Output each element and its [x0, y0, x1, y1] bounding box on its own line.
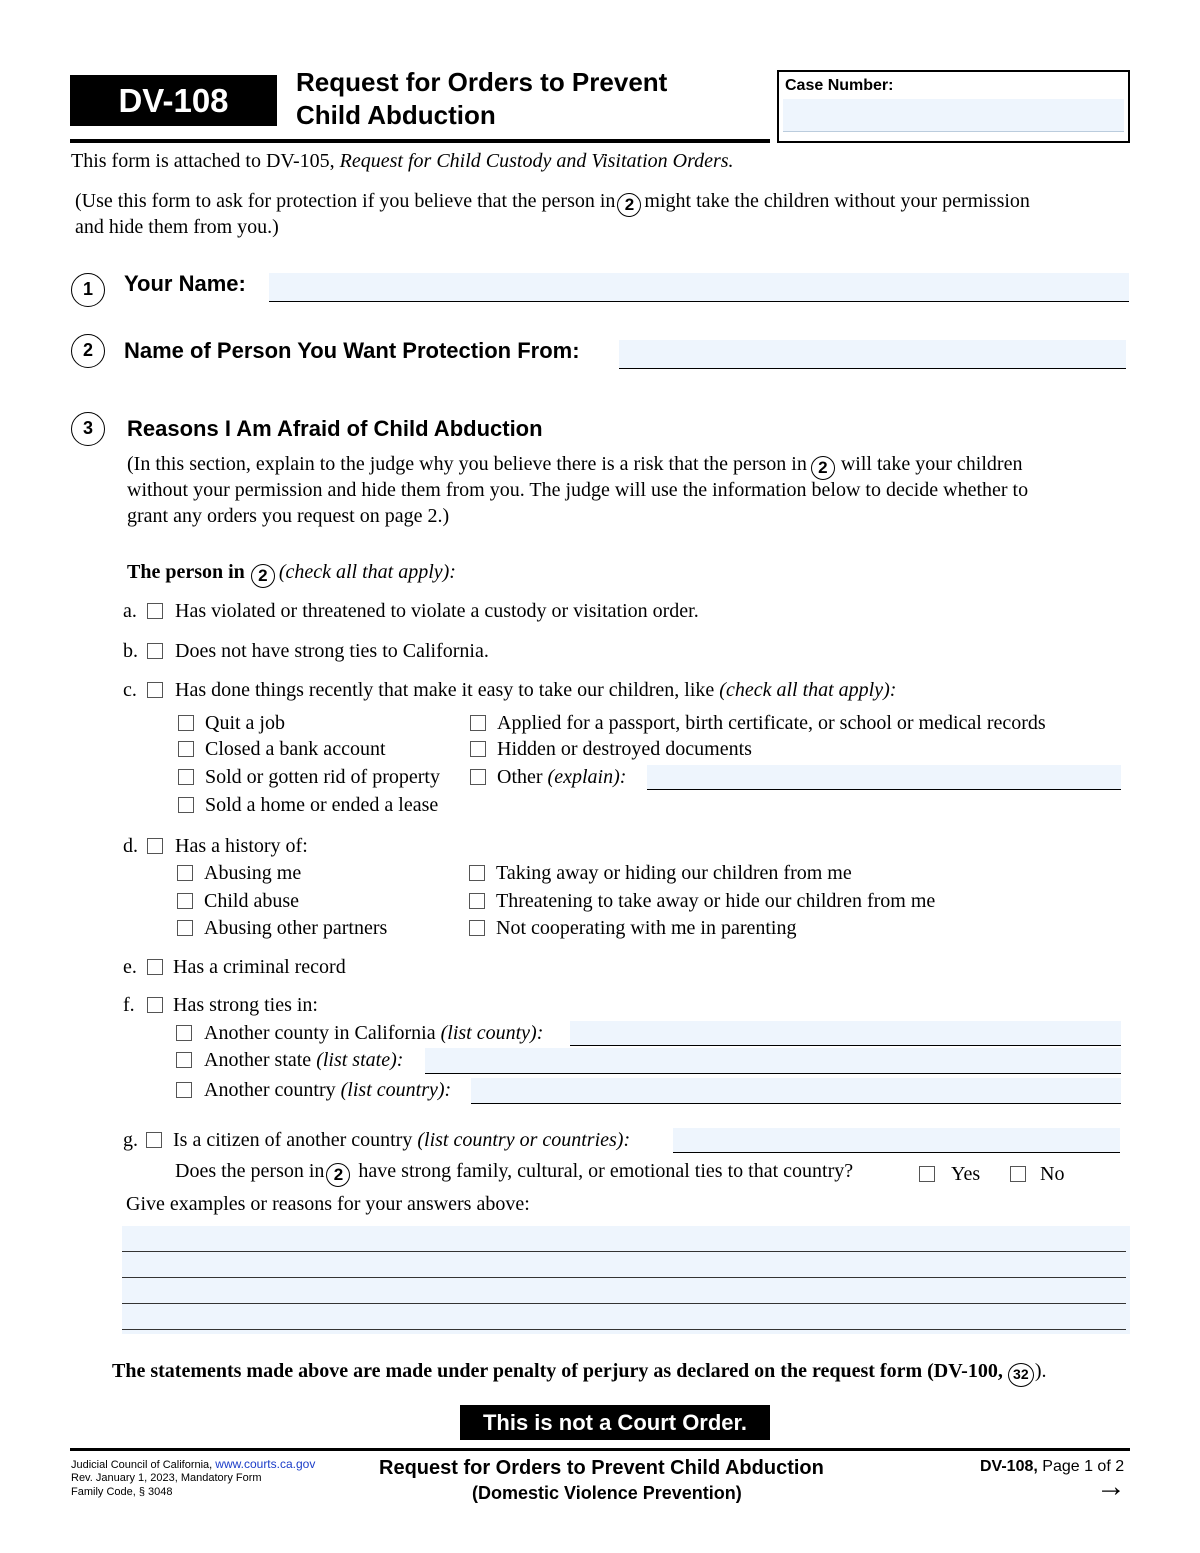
d-abusing-me-label: Abusing me — [204, 862, 302, 884]
section-1-number: 1 — [71, 273, 105, 307]
c-quit-job-checkbox[interactable] — [178, 715, 194, 731]
case-number-box — [777, 70, 1130, 143]
examples-line — [122, 1303, 1126, 1304]
attached-text: This form is attached to DV-105, Request for Child Custody and Visitation Orders. — [71, 150, 734, 172]
form-title-line2: Child Abduction — [296, 100, 496, 130]
d-taking-away-label: Taking away or hiding our children from me — [496, 862, 852, 884]
c-bank-account-label: Closed a bank account — [205, 738, 386, 760]
item-d-checkbox[interactable] — [147, 838, 163, 854]
item-a-letter: a. — [123, 600, 137, 622]
g-country-field[interactable] — [673, 1128, 1120, 1153]
g-ties-question: Does the person in 2 have strong family, cultural, or emotional ties to that country? — [175, 1160, 853, 1187]
footer-revision: Rev. January 1, 2023, Mandatory Form — [71, 1472, 262, 1484]
header-rule — [70, 139, 770, 143]
f-state-field[interactable] — [425, 1048, 1121, 1074]
d-other-partners-label: Abusing other partners — [204, 917, 388, 939]
d-child-abuse-checkbox[interactable] — [177, 893, 193, 909]
penalty-statement: The statements made above are made under penalty of perjury as declared on the request form (DV-100, 32 ). — [112, 1360, 1047, 1387]
d-child-abuse-label: Child abuse — [204, 890, 299, 912]
f-state-checkbox[interactable] — [176, 1052, 192, 1068]
g-no-label: No — [1040, 1163, 1065, 1185]
item-d-text: Has a history of: — [175, 835, 308, 857]
footer-website-link[interactable]: www.courts.ca.gov — [215, 1457, 316, 1471]
section-3-desc-line1: (In this section, explain to the judge why you believe there is a risk that the person in 2 will take your children — [127, 452, 1022, 480]
item-b-checkbox[interactable] — [147, 643, 163, 659]
c-property-label: Sold or gotten rid of property — [205, 766, 440, 788]
c-home-lease-label: Sold a home or ended a lease — [205, 794, 439, 816]
item-c-text: Has done things recently that make it easy to take our children, like (check all that apply): — [175, 679, 897, 701]
f-county-label: Another county in California (list county): — [204, 1022, 544, 1044]
examples-line — [122, 1329, 1126, 1330]
not-court-order-banner: This is not a Court Order. — [460, 1405, 770, 1440]
item-b-letter: b. — [123, 640, 138, 662]
f-state-label: Another state (list state): — [204, 1049, 404, 1071]
footer-council: Judicial Council of California, www.courts.ca.gov — [71, 1457, 316, 1471]
section-3-number: 3 — [71, 412, 105, 446]
c-quit-job-label: Quit a job — [205, 712, 285, 734]
c-documents-checkbox[interactable] — [470, 741, 486, 757]
f-country-field[interactable] — [471, 1078, 1121, 1104]
g-yes-label: Yes — [951, 1163, 981, 1185]
item-c-checkbox[interactable] — [147, 682, 163, 698]
c-other-checkbox[interactable] — [470, 769, 486, 785]
ref-circle-32: 32 — [1008, 1363, 1034, 1387]
item-e-text: Has a criminal record — [173, 956, 346, 978]
c-documents-label: Hidden or destroyed documents — [497, 738, 752, 760]
examples-textarea[interactable] — [122, 1226, 1130, 1334]
next-page-arrow-icon: → — [1096, 1470, 1126, 1503]
item-g-text: Is a citizen of another country (list country or countries): — [173, 1129, 631, 1151]
footer-code: Family Code, § 3048 — [71, 1486, 173, 1498]
section-3-desc-line3: grant any orders you request on page 2.) — [127, 505, 450, 527]
footer-subtitle: (Domestic Violence Prevention) — [472, 1483, 742, 1503]
examples-line — [122, 1251, 1126, 1252]
item-f-checkbox[interactable] — [147, 997, 163, 1013]
case-number-label: Case Number: — [785, 77, 894, 94]
your-name-label: Your Name: — [124, 271, 246, 296]
d-taking-away-checkbox[interactable] — [469, 865, 485, 881]
footer-page: DV-108, Page 1 of 2 — [980, 1458, 1125, 1475]
item-c-letter: c. — [123, 679, 137, 701]
item-g-checkbox[interactable] — [146, 1132, 162, 1148]
f-country-checkbox[interactable] — [176, 1082, 192, 1098]
d-not-cooperating-label: Not cooperating with me in parenting — [496, 917, 797, 939]
item-d-letter: d. — [123, 835, 138, 857]
item-f-letter: f. — [123, 994, 135, 1016]
your-name-field[interactable] — [269, 273, 1129, 302]
c-passport-label: Applied for a passport, birth certificate, or school or medical records — [497, 712, 1046, 734]
d-other-partners-checkbox[interactable] — [177, 920, 193, 936]
section-3-title: Reasons I Am Afraid of Child Abduction — [127, 416, 543, 441]
item-e-letter: e. — [123, 956, 137, 978]
d-threatening-checkbox[interactable] — [469, 893, 485, 909]
d-abusing-me-checkbox[interactable] — [177, 865, 193, 881]
c-passport-checkbox[interactable] — [470, 715, 486, 731]
footer-rule — [70, 1448, 1130, 1451]
f-county-checkbox[interactable] — [176, 1025, 192, 1041]
form-title-line1: Request for Orders to Prevent — [296, 67, 668, 97]
case-number-field[interactable] — [783, 99, 1124, 132]
item-g-letter: g. — [123, 1129, 138, 1151]
examples-label: Give examples or reasons for your answers above: — [126, 1193, 530, 1215]
section-2-number: 2 — [71, 334, 105, 368]
g-no-checkbox[interactable] — [1010, 1166, 1026, 1182]
use-text-line2: and hide them from you.) — [75, 216, 279, 238]
item-a-checkbox[interactable] — [147, 603, 163, 619]
f-county-field[interactable] — [570, 1021, 1121, 1046]
use-text-line1: (Use this form to ask for protection if you believe that the person in 2 might take the children without your permission — [75, 189, 1030, 217]
ref-circle: 2 — [326, 1163, 350, 1187]
c-other-label: Other (explain): — [497, 766, 627, 788]
f-country-label: Another country (list country): — [204, 1079, 452, 1101]
c-other-field[interactable] — [647, 765, 1121, 790]
g-yes-checkbox[interactable] — [919, 1166, 935, 1182]
form-number-box: DV-108 — [70, 75, 277, 126]
section-3-desc-line2: without your permission and hide them from you. The judge will use the information below to decide whether to — [127, 479, 1029, 501]
examples-line — [122, 1277, 1126, 1278]
item-a-text: Has violated or threatened to violate a custody or visitation order. — [175, 600, 699, 622]
c-property-checkbox[interactable] — [178, 769, 194, 785]
protection-from-label: Name of Person You Want Protection From: — [124, 338, 580, 363]
d-threatening-label: Threatening to take away or hide our children from me — [496, 890, 936, 912]
c-bank-account-checkbox[interactable] — [178, 741, 194, 757]
item-e-checkbox[interactable] — [147, 959, 163, 975]
item-b-text: Does not have strong ties to California. — [175, 640, 489, 662]
ref-circle: 2 — [811, 456, 835, 480]
ref-circle: 2 — [251, 564, 275, 588]
c-home-lease-checkbox[interactable] — [178, 797, 194, 813]
protection-from-field[interactable] — [619, 340, 1126, 369]
person-in-heading: The person in 2 (check all that apply): — [127, 560, 456, 588]
item-f-text: Has strong ties in: — [173, 994, 318, 1016]
ref-circle: 2 — [617, 193, 641, 217]
d-not-cooperating-checkbox[interactable] — [469, 920, 485, 936]
footer-title: Request for Orders to Prevent Child Abduction — [379, 1457, 824, 1479]
